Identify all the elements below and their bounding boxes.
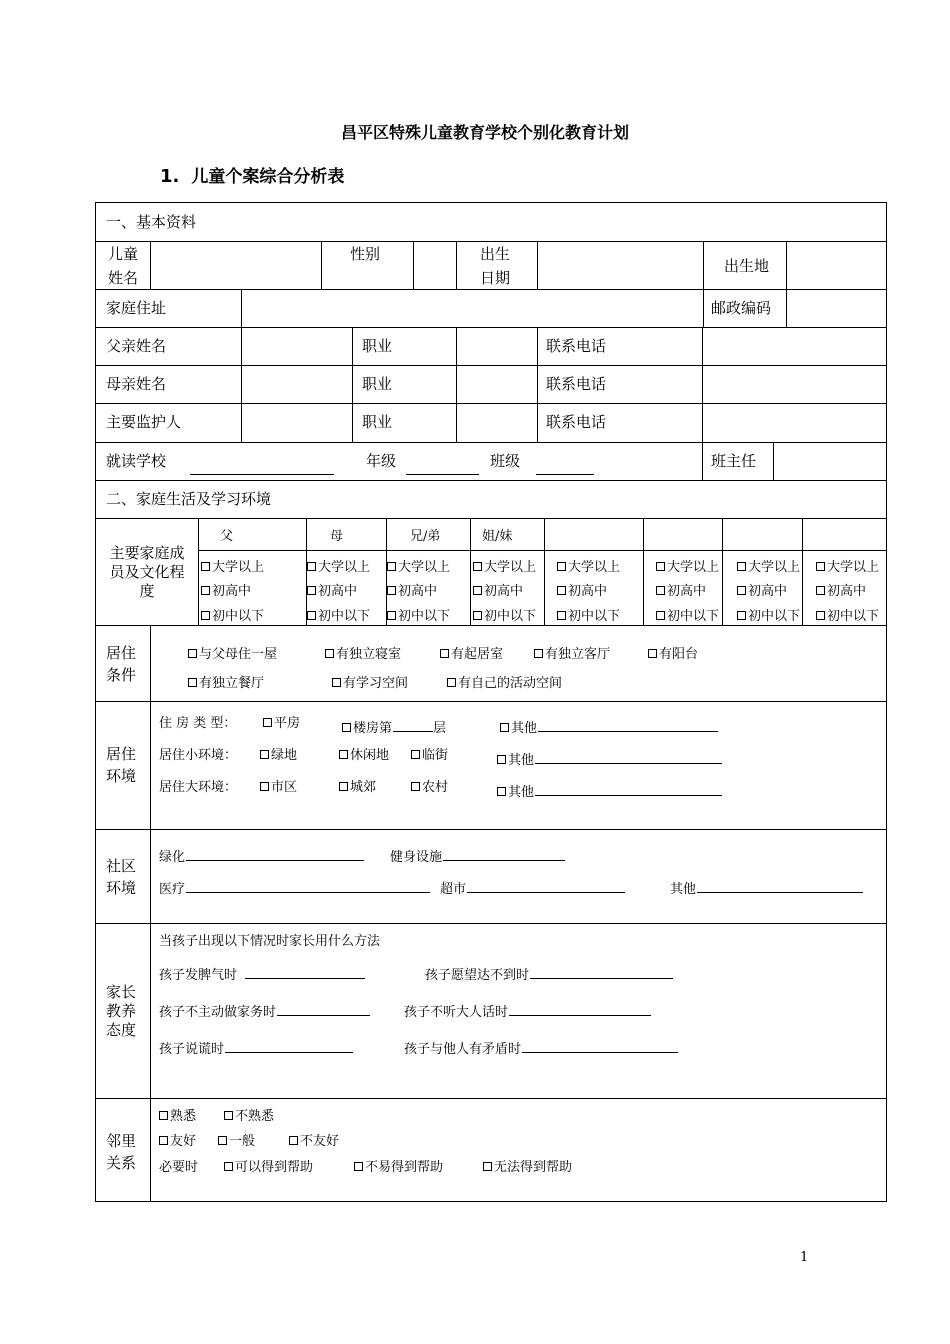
- edu-option-label: 初中以下: [667, 609, 720, 624]
- checkbox-icon: [557, 611, 566, 620]
- edu-option-col2-row2[interactable]: [307, 584, 357, 600]
- community-medical: 医疗: [159, 877, 430, 898]
- mother-job-label: 职业: [362, 375, 393, 393]
- option-own-lounge[interactable]: 有独立客厅: [534, 647, 610, 663]
- member-brother: 兄/弟: [410, 529, 441, 544]
- parenting-q3: 孩子不主动做家务时: [159, 1000, 370, 1021]
- living-env-label: 居住 环境: [106, 745, 137, 785]
- edu-option-col6-row3[interactable]: [656, 609, 719, 625]
- option-live-with-parents[interactable]: 与父母住一屋: [188, 647, 277, 663]
- checkbox-icon: [218, 1136, 227, 1145]
- edu-option-col7-row2[interactable]: [737, 584, 787, 600]
- edu-option-label: 大学以上: [827, 560, 880, 575]
- edu-option-label: 初高中: [212, 584, 252, 599]
- checkbox-icon: [737, 562, 746, 571]
- checkbox-icon: [387, 562, 396, 571]
- checkbox-icon: [307, 562, 316, 571]
- edu-option-label: 初高中: [398, 584, 438, 599]
- living-condition-label: 居住 条件: [106, 644, 137, 684]
- community-green-field[interactable]: [186, 845, 364, 861]
- checkbox-icon: [260, 750, 269, 759]
- edu-option-col1-row3[interactable]: [201, 609, 264, 625]
- parenting-label: 家长 教养 态度: [106, 983, 137, 1039]
- checkbox-icon: [473, 586, 482, 595]
- option-can-get-help[interactable]: 可以得到帮助: [224, 1160, 313, 1176]
- checkbox-icon: [473, 611, 482, 620]
- checkbox-icon: [816, 611, 825, 620]
- community-other-field[interactable]: [697, 877, 863, 893]
- edu-option-label: 大学以上: [212, 560, 265, 575]
- edu-option-label: 初中以下: [318, 609, 371, 624]
- member-father: 父: [220, 529, 234, 544]
- parenting-q6: 孩子与他人有矛盾时: [404, 1037, 678, 1058]
- edu-option-label: 初高中: [484, 584, 524, 599]
- edu-option-col1-row1[interactable]: [201, 560, 264, 576]
- edu-option-label: 初高中: [748, 584, 788, 599]
- school-label: 就读学校: [106, 452, 167, 470]
- edu-option-col6-row2[interactable]: [656, 584, 706, 600]
- small-other-field[interactable]: [535, 748, 722, 764]
- section1-header: 一、基本资料: [106, 213, 197, 231]
- checkbox-icon: [387, 586, 396, 595]
- birthplace-label: 出生地: [724, 257, 770, 275]
- father-name-label: 父亲姓名: [106, 337, 167, 355]
- option-building[interactable]: 楼房第 层: [342, 716, 446, 737]
- checkbox-icon: [411, 750, 420, 759]
- parenting-q5: 孩子说谎时: [159, 1037, 353, 1058]
- option-small-other[interactable]: 其他: [497, 748, 722, 769]
- option-city[interactable]: 市区: [260, 780, 297, 796]
- checkbox-icon: [557, 586, 566, 595]
- parenting-q4-field[interactable]: [509, 1000, 651, 1016]
- postcode-label: 邮政编码: [711, 299, 772, 317]
- checkbox-icon: [816, 562, 825, 571]
- edu-option-col2-row3[interactable]: [307, 609, 370, 625]
- guardian-label: 主要监护人: [106, 413, 182, 431]
- edu-option-col1-row2[interactable]: [201, 584, 251, 600]
- edu-option-label: 大学以上: [748, 560, 801, 575]
- big-env-label: 居住大环境：: [159, 780, 238, 795]
- checkbox-icon: [656, 562, 665, 571]
- edu-option-col5-row3[interactable]: [557, 609, 620, 625]
- form-subtitle: [160, 162, 344, 187]
- community-fitness: 健身设施: [390, 845, 565, 866]
- small-env-label: 居住小环境：: [159, 748, 238, 763]
- head-teacher-label: 班主任: [711, 452, 757, 470]
- edu-option-label: 初高中: [318, 584, 358, 599]
- option-green[interactable]: 绿地: [260, 748, 297, 764]
- subtitle-text: 儿童个案综合分析表: [191, 167, 345, 187]
- community-fitness-field[interactable]: [443, 845, 565, 861]
- edu-option-col2-row1[interactable]: [307, 560, 370, 576]
- family-members-label: 主要家庭成 员及文化程 度: [109, 544, 185, 600]
- option-balcony[interactable]: 有阳台: [648, 647, 698, 663]
- option-flat[interactable]: 平房: [263, 716, 300, 732]
- option-no-help[interactable]: 无法得到帮助: [483, 1160, 572, 1176]
- parenting-q6-field[interactable]: [522, 1037, 678, 1053]
- edu-option-col8-row1[interactable]: [816, 560, 879, 576]
- option-living-room[interactable]: 有起居室: [440, 647, 503, 663]
- house-type-label: 住 房 类 型：: [159, 716, 237, 731]
- grade-label: 年级: [366, 452, 397, 470]
- checkbox-icon: [411, 782, 420, 791]
- edu-option-col4-row1[interactable]: [473, 560, 536, 576]
- grade-field[interactable]: [406, 474, 479, 475]
- edu-option-label: 初中以下: [212, 609, 265, 624]
- checkbox-icon: [159, 1111, 168, 1120]
- parenting-q4: 孩子不听大人话时: [404, 1000, 651, 1021]
- edu-option-col7-row1[interactable]: [737, 560, 800, 576]
- edu-option-col7-row3[interactable]: [737, 609, 800, 625]
- checkbox-icon: [307, 586, 316, 595]
- option-normal[interactable]: 一般: [218, 1134, 255, 1150]
- neighbor-need-label: 必要时: [159, 1160, 199, 1175]
- house-other-field[interactable]: [538, 716, 718, 732]
- edu-option-label: 初中以下: [748, 609, 801, 624]
- edu-option-col5-row1[interactable]: [557, 560, 620, 576]
- option-suburb[interactable]: 城郊: [339, 780, 376, 796]
- option-own-bedroom[interactable]: 有独立寝室: [325, 647, 401, 663]
- checkbox-icon: [737, 586, 746, 595]
- checkbox-icon: [201, 562, 210, 571]
- community-market: 超市: [440, 877, 625, 898]
- edu-option-label: 初中以下: [568, 609, 621, 624]
- checkbox-icon: [737, 611, 746, 620]
- gender-label: 性别: [350, 245, 381, 263]
- class-field[interactable]: [536, 474, 594, 475]
- checkbox-icon: [188, 678, 197, 687]
- page-number: 1: [800, 1250, 809, 1265]
- checkbox-icon: [224, 1111, 233, 1120]
- checkbox-icon: [557, 562, 566, 571]
- edu-option-label: 大学以上: [318, 560, 371, 575]
- parenting-intro: 当孩子出现以下情况时家长用什么方法: [159, 934, 381, 949]
- checkbox-icon: [648, 649, 657, 658]
- floor-field[interactable]: [393, 716, 433, 732]
- option-hard-get-help[interactable]: 不易得到帮助: [354, 1160, 443, 1176]
- checkbox-icon: [342, 723, 351, 732]
- guardian-phone-label: 联系电话: [546, 413, 607, 431]
- page-title: 昌平区特殊儿童教育学校个别化教育计划: [340, 123, 629, 142]
- neighbor-label: 邻里 关系: [106, 1132, 137, 1172]
- checkbox-icon: [332, 678, 341, 687]
- parenting-q2-field[interactable]: [530, 963, 673, 979]
- checkbox-icon: [500, 723, 509, 732]
- checkbox-icon: [497, 787, 506, 796]
- community-other: 其他: [670, 877, 863, 898]
- parenting-q1: 孩子发脾气时: [159, 963, 365, 984]
- mother-phone-label: 联系电话: [546, 375, 607, 393]
- edu-option-label: 初中以下: [398, 609, 451, 624]
- parenting-q1-field[interactable]: [245, 963, 365, 979]
- edu-option-label: 初高中: [667, 584, 707, 599]
- checkbox-icon: [159, 1136, 168, 1145]
- address-label: 家庭住址: [106, 299, 167, 317]
- edu-option-col4-row3[interactable]: [473, 609, 536, 625]
- edu-option-label: 大学以上: [398, 560, 451, 575]
- option-unfriendly[interactable]: 不友好: [289, 1134, 339, 1150]
- edu-option-label: 大学以上: [484, 560, 537, 575]
- checkbox-icon: [263, 718, 272, 727]
- subtitle-number: 1.: [160, 166, 180, 187]
- member-sister: 姐/妹: [482, 529, 513, 544]
- checkbox-icon: [201, 586, 210, 595]
- community-green: 绿化: [159, 845, 364, 866]
- community-medical-field[interactable]: [186, 877, 430, 893]
- member-mother: 母: [330, 529, 344, 544]
- checkbox-icon: [188, 649, 197, 658]
- edu-option-col3-row3[interactable]: [387, 609, 450, 625]
- option-familiar[interactable]: 熟悉: [159, 1109, 196, 1125]
- checkbox-icon: [339, 782, 348, 791]
- community-env-label: 社区 环境: [106, 857, 137, 897]
- edu-option-col5-row2[interactable]: [557, 584, 607, 600]
- parenting-q2: 孩子愿望达不到时: [425, 963, 673, 984]
- checkbox-icon: [656, 586, 665, 595]
- edu-option-col4-row2[interactable]: [473, 584, 523, 600]
- edu-option-col3-row2[interactable]: [387, 584, 437, 600]
- checkbox-icon: [224, 1162, 233, 1171]
- option-street[interactable]: 临街: [411, 748, 448, 764]
- option-unfamiliar[interactable]: 不熟悉: [224, 1109, 274, 1125]
- checkbox-icon: [473, 562, 482, 571]
- edu-option-label: 初高中: [827, 584, 867, 599]
- edu-option-label: 大学以上: [667, 560, 720, 575]
- parenting-q5-field[interactable]: [225, 1037, 353, 1053]
- birthdate-label-line1: 出生: [480, 245, 511, 263]
- checkbox-icon: [325, 649, 334, 658]
- section2-header: 二、家庭生活及学习环境: [106, 490, 272, 508]
- checkbox-icon: [387, 611, 396, 620]
- option-study-space[interactable]: 有学习空间: [332, 676, 408, 692]
- checkbox-icon: [816, 586, 825, 595]
- checkbox-icon: [534, 649, 543, 658]
- option-activity-space[interactable]: 有自己的活动空间: [447, 676, 562, 692]
- edu-option-label: 初中以下: [827, 609, 880, 624]
- option-dining-room[interactable]: 有独立餐厅: [188, 676, 264, 692]
- edu-option-label: 初中以下: [484, 609, 537, 624]
- option-friendly[interactable]: 友好: [159, 1134, 196, 1150]
- parenting-q3-field[interactable]: [277, 1000, 370, 1016]
- checkbox-icon: [260, 782, 269, 791]
- checkbox-icon: [447, 678, 456, 687]
- edu-option-label: 初高中: [568, 584, 608, 599]
- checkbox-icon: [656, 611, 665, 620]
- checkbox-icon: [307, 611, 316, 620]
- option-village[interactable]: 农村: [411, 780, 448, 796]
- community-market-field[interactable]: [467, 877, 625, 893]
- option-leisure[interactable]: 休闲地: [339, 748, 389, 764]
- checkbox-icon: [201, 611, 210, 620]
- checkbox-icon: [289, 1136, 298, 1145]
- option-house-other[interactable]: 其他: [500, 716, 718, 737]
- edu-option-label: 大学以上: [568, 560, 621, 575]
- guardian-job-label: 职业: [362, 413, 393, 431]
- birthdate-label-line2: 日期: [480, 269, 511, 287]
- edu-option-col6-row1[interactable]: [656, 560, 719, 576]
- checkbox-icon: [497, 755, 506, 764]
- edu-option-col3-row1[interactable]: [387, 560, 450, 576]
- father-phone-label: 联系电话: [546, 337, 607, 355]
- checkbox-icon: [339, 750, 348, 759]
- mother-name-label: 母亲姓名: [106, 375, 167, 393]
- option-big-other[interactable]: 其他: [497, 780, 722, 801]
- school-field[interactable]: [190, 474, 334, 475]
- big-other-field[interactable]: [535, 780, 722, 796]
- edu-option-col8-row3[interactable]: [816, 609, 879, 625]
- name-label-line1: 儿童: [108, 245, 139, 263]
- checkbox-icon: [440, 649, 449, 658]
- checkbox-icon: [483, 1162, 492, 1171]
- edu-option-col8-row2[interactable]: [816, 584, 866, 600]
- father-job-label: 职业: [362, 337, 393, 355]
- checkbox-icon: [354, 1162, 363, 1171]
- name-label-line2: 姓名: [108, 269, 139, 287]
- class-label: 班级: [490, 452, 521, 470]
